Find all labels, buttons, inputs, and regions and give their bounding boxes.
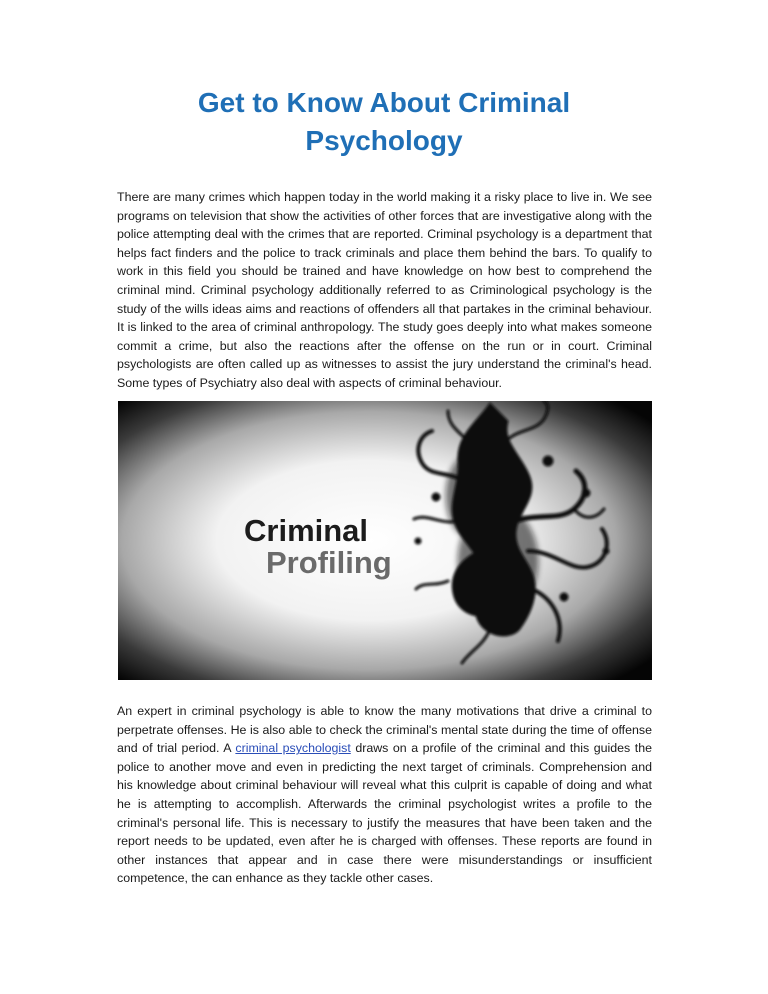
title-line-2: Psychology <box>305 125 463 156</box>
criminal-profiling-image <box>118 401 652 680</box>
paragraph-intro: There are many crimes which happen today in the world making it a risky place to live in. We see programs on television that show the activities of other forces that are investigative along with the police attempting deal with the crimes that are reported. Criminal psychology is a department that helps fact finders and the police to track criminals and place them behind the bars. To qualify to work in this field you should be trained and have knowledge on how best to comprehend the criminal mind. Criminal psychology additionally referred to as Criminological psychology is the study of the wills ideas aims and reactions of offenders all that partakes in the criminal behaviour. It is linked to the area of criminal anthropology. The study goes deeply into what makes someone commit a crime, but also the reactions after the offense on the run or in court. Criminal psychologists are often called up as witnesses to assist the jury understand the criminal's head. Some types of Psychiatry also deal with aspects of criminal behaviour. <box>117 190 652 390</box>
title-line-1: Get to Know About Criminal <box>197 87 571 118</box>
criminal-profiling-graphic <box>118 401 652 680</box>
image-text-criminal: Criminal <box>244 513 369 548</box>
paragraph-expert-text-2: draws on a profile of the criminal and this guides the police to another move and even in predicting the next target of criminals. Comprehension and his knowledge about criminal behaviour will reveal what this culprit is capable of doing and what he is attempting to accomplish. Afterwards the criminal psychologist writes a profile to the criminal's personal life. This is necessary to justify the measures that have been taken and the report needs to be updated, even after he is charged with offenses. These reports are found in other instances that appear and in case there were misunderstandings or insufficient competence, the can enhance as they tackle other cases. <box>117 741 653 886</box>
page-title <box>100 84 668 160</box>
image-text-profiling: Profiling <box>266 545 392 580</box>
paragraph-expert-text-1: An expert in criminal psychology is able to know the many motivations that drive a criminal to perpetrate offenses. He is also able to check the criminal's mental state during the time of offense and of trial period. A <box>117 704 652 756</box>
criminal-psychologist-link[interactable]: criminal psychologist <box>235 741 351 756</box>
paragraph-expert <box>117 702 652 888</box>
